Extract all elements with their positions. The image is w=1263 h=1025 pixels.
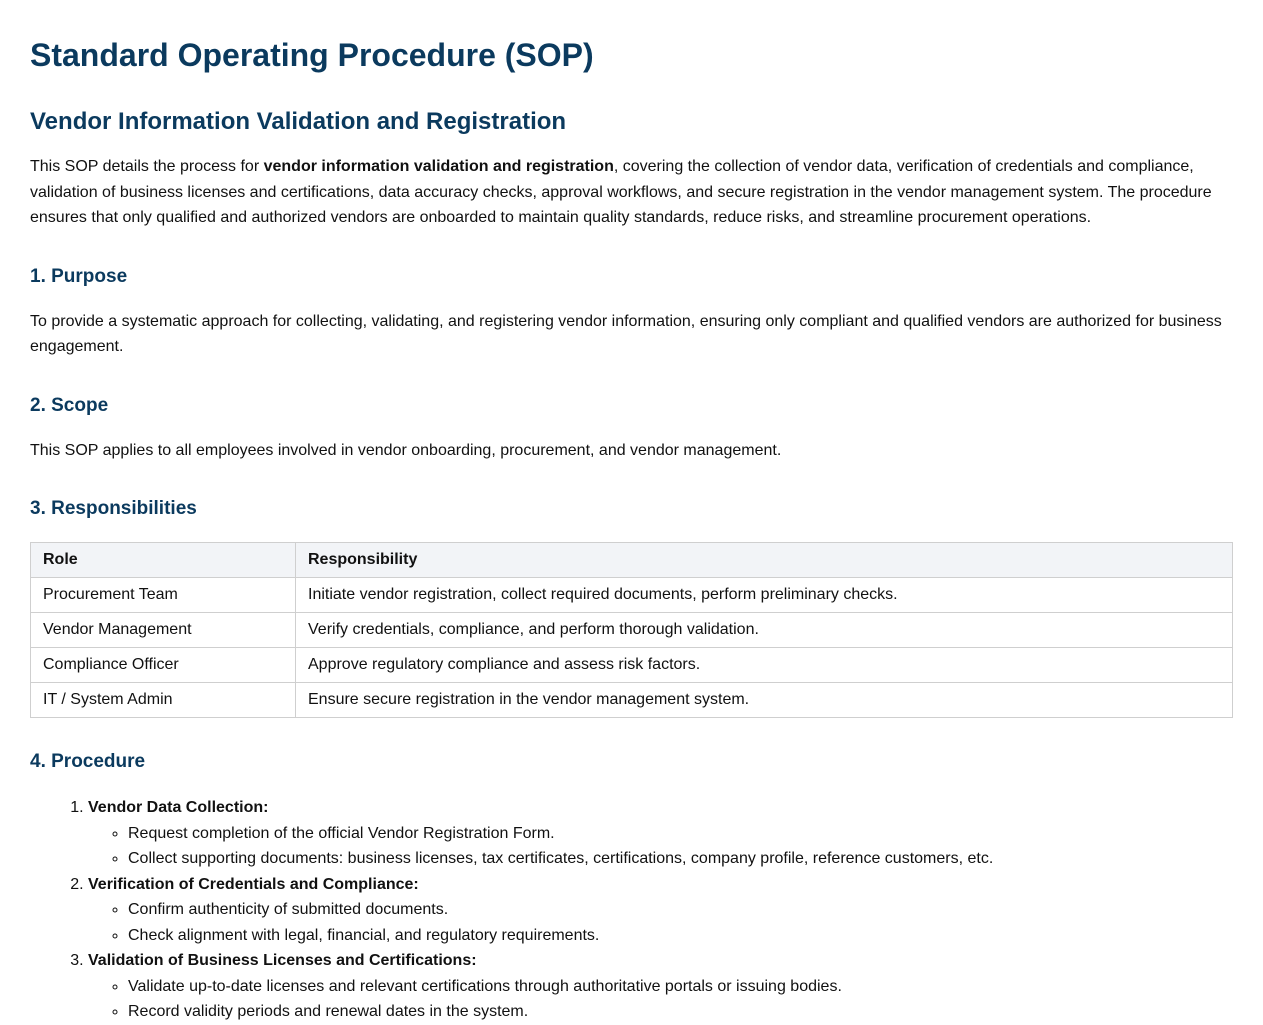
list-item: ◦ Record validity periods and renewal dates in the system. — [128, 999, 1233, 1025]
role-cell: Compliance Officer — [31, 648, 296, 683]
list-item: ◦ Check alignment with legal, financial, and regulatory requirements. — [128, 923, 1233, 949]
role-cell: Procurement Team — [31, 578, 296, 613]
column-header-responsibility: Responsibility — [296, 543, 1233, 578]
intro-text-rest: , covering the collection of vendor data, verification of credentials and compliance, validation of business licenses and certifications, data accuracy checks, approval workflows, and secure registration in the vendor management system. The procedure ensures that only qualified and authorized vendors are onboarded to maintain quality standards, reduce risks, and streamline procurement operations. — [30, 158, 1212, 226]
role-cell: IT / System Admin — [31, 683, 296, 718]
table-row — [31, 613, 1233, 648]
responsibility-cell: Initiate vendor registration, collect required documents, perform preliminary checks. — [296, 578, 1233, 613]
document-subtitle: Vendor Information Validation and Registration — [30, 108, 567, 135]
procedure-step — [88, 948, 1233, 1025]
list-item: ◦ Collect supporting documents: business licenses, tax certificates, certifications, company profile, reference customers, etc. — [128, 846, 1233, 872]
step-title: Vendor Data Collection: — [88, 799, 269, 816]
procedure-step — [88, 872, 1233, 949]
list-item: ◦ Confirm authenticity of submitted documents. — [128, 897, 1233, 923]
table-row — [31, 578, 1233, 613]
intro-paragraph — [30, 154, 1233, 231]
procedure-steps-list — [30, 795, 1233, 1025]
scope-text: This SOP applies to all employees involved in vendor onboarding, procurement, and vendor management. — [30, 441, 782, 459]
step-substeps — [88, 897, 1233, 948]
step-title: Validation of Business Licenses and Certifications: — [88, 952, 477, 969]
list-item: ◦ Request completion of the official Vendor Registration Form. — [128, 821, 1233, 847]
purpose-text: To provide a systematic approach for collecting, validating, and registering vendor information, ensuring only compliant and qualified vendors are authorized for business engagement. — [30, 312, 1222, 355]
responsibility-cell: Approve regulatory compliance and assess risk factors. — [296, 648, 1233, 683]
column-header-role: Role — [31, 543, 296, 578]
responsibility-cell: Ensure secure registration in the vendor management system. — [296, 683, 1233, 718]
procedure-step — [88, 795, 1233, 872]
role-cell: Vendor Management — [31, 613, 296, 648]
intro-text-bold: vendor information validation and registration — [263, 158, 614, 175]
table-row — [31, 683, 1233, 718]
purpose-heading: 1. Purpose — [30, 265, 128, 287]
table-header-row — [31, 543, 1233, 578]
responsibilities-table — [30, 542, 1233, 718]
step-substeps — [88, 974, 1233, 1025]
list-item: ◦ Validate up-to-date licenses and relevant certifications through authoritative portals or issuing bodies. — [128, 974, 1233, 1000]
intro-text-start: This SOP details the process for — [30, 158, 264, 175]
scope-heading: 2. Scope — [30, 394, 109, 416]
responsibilities-heading: 3. Responsibilities — [30, 498, 197, 519]
step-substeps — [88, 821, 1233, 872]
responsibility-cell: Verify credentials, compliance, and perform thorough validation. — [296, 613, 1233, 648]
procedure-heading: 4. Procedure — [30, 751, 146, 772]
step-title: Verification of Credentials and Compliance: — [88, 875, 419, 893]
page-title: Standard Operating Procedure (SOP) — [30, 37, 594, 73]
table-row — [31, 648, 1233, 683]
